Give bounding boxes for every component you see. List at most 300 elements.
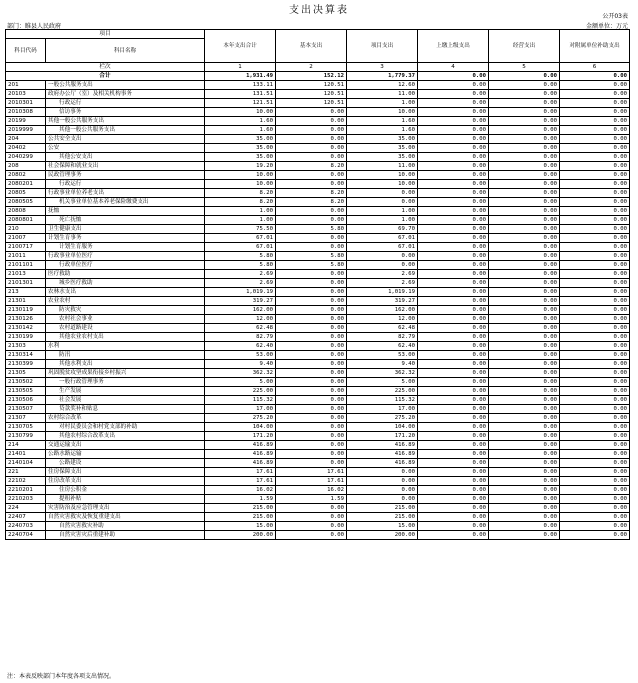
amount-cell: 0.00: [276, 243, 347, 252]
amount-cell: 225.00: [347, 387, 418, 396]
amount-cell: 0.00: [489, 108, 560, 117]
amount-cell: 0.00: [276, 216, 347, 225]
subject-code: 20199: [6, 117, 46, 126]
amount-cell: 5.80: [205, 261, 276, 270]
amount-cell: 0.00: [489, 90, 560, 99]
total-value: 0.00: [560, 72, 630, 81]
amount-cell: 416.89: [347, 441, 418, 450]
amount-cell: 0.00: [418, 90, 489, 99]
amount-cell: 0.00: [418, 306, 489, 315]
table-row: [6, 351, 630, 360]
table-row: [6, 135, 630, 144]
amount-cell: 0.00: [418, 270, 489, 279]
amount-cell: 0.00: [489, 513, 560, 522]
amount-cell: 0.00: [276, 459, 347, 468]
amount-cell: 0.00: [418, 126, 489, 135]
amount-cell: 0.00: [418, 162, 489, 171]
subject-name: 公共安全支出: [46, 135, 205, 144]
amount-cell: 215.00: [347, 504, 418, 513]
header-basic: 基本支出: [276, 30, 347, 63]
amount-cell: 0.00: [489, 252, 560, 261]
amount-cell: 0.00: [560, 162, 630, 171]
table-row: [6, 162, 630, 171]
amount-cell: 0.00: [276, 504, 347, 513]
table-row: [6, 495, 630, 504]
amount-cell: 0.00: [347, 468, 418, 477]
subject-code: 2130142: [6, 324, 46, 333]
amount-cell: 0.00: [560, 495, 630, 504]
subject-code: 201: [6, 81, 46, 90]
amount-cell: 35.00: [205, 144, 276, 153]
table-row: [6, 252, 630, 261]
amount-cell: 0.00: [276, 153, 347, 162]
amount-cell: 0.00: [418, 387, 489, 396]
amount-cell: 82.79: [347, 333, 418, 342]
amount-cell: 120.51: [276, 90, 347, 99]
table-row: [6, 126, 630, 135]
amount-cell: 0.00: [418, 153, 489, 162]
amount-cell: 275.20: [205, 414, 276, 423]
subject-name: 其他一般公共服务支出: [46, 117, 205, 126]
table-row: [6, 189, 630, 198]
amount-cell: 0.00: [560, 225, 630, 234]
amount-cell: 17.61: [276, 468, 347, 477]
amount-cell: 19.20: [205, 162, 276, 171]
amount-cell: 0.00: [276, 297, 347, 306]
amount-cell: 0.00: [276, 387, 347, 396]
amount-cell: 416.89: [205, 450, 276, 459]
amount-cell: 67.01: [205, 243, 276, 252]
amount-cell: 0.00: [489, 180, 560, 189]
subject-name: 其他农村综合改革支出: [46, 432, 205, 441]
subject-code: 2130507: [6, 405, 46, 414]
amount-cell: 17.61: [205, 477, 276, 486]
amount-cell: 171.20: [347, 432, 418, 441]
amount-cell: 0.00: [560, 270, 630, 279]
amount-cell: 0.00: [489, 171, 560, 180]
amount-cell: 0.00: [560, 108, 630, 117]
table-row: [6, 315, 630, 324]
subject-name: 生产发展: [46, 387, 205, 396]
amount-cell: 0.00: [560, 99, 630, 108]
table-row: [6, 513, 630, 522]
amount-cell: 162.00: [347, 306, 418, 315]
amount-cell: 0.00: [276, 531, 347, 540]
amount-cell: 0.00: [489, 198, 560, 207]
amount-cell: 5.00: [347, 378, 418, 387]
amount-cell: 0.00: [560, 207, 630, 216]
amount-cell: 0.00: [276, 315, 347, 324]
amount-cell: 0.00: [489, 117, 560, 126]
amount-cell: 1,019.19: [205, 288, 276, 297]
amount-cell: 1.00: [347, 99, 418, 108]
table-row: [6, 207, 630, 216]
subject-name: 其他公安支出: [46, 153, 205, 162]
header-project: 项目: [6, 30, 205, 39]
subject-name: 水利: [46, 342, 205, 351]
subject-code: 210: [6, 225, 46, 234]
subject-code: 21305: [6, 369, 46, 378]
total-value: 0.00: [489, 72, 560, 81]
report-title: 支出决算表: [289, 5, 349, 16]
subject-name: 信访事务: [46, 108, 205, 117]
amount-cell: 416.89: [205, 459, 276, 468]
amount-cell: 9.40: [347, 360, 418, 369]
table-row: [6, 261, 630, 270]
subject-name: 死亡抚恤: [46, 216, 205, 225]
amount-cell: 0.00: [560, 252, 630, 261]
amount-cell: 0.00: [560, 504, 630, 513]
amount-cell: 0.00: [489, 441, 560, 450]
amount-cell: 12.00: [205, 315, 276, 324]
amount-cell: 1.00: [205, 216, 276, 225]
subject-code: 20802: [6, 171, 46, 180]
amount-cell: 1.59: [276, 495, 347, 504]
amount-cell: 0.00: [276, 234, 347, 243]
amount-cell: 1.60: [205, 117, 276, 126]
subject-name: 卫生健康支出: [46, 225, 205, 234]
subject-name: 其他一般公共服务支出: [46, 126, 205, 135]
subject-code: 2240704: [6, 531, 46, 540]
column-number: 6: [560, 63, 630, 72]
subject-name: 其他农业农村支出: [46, 333, 205, 342]
amount-cell: 0.00: [560, 531, 630, 540]
subject-name: 住房公积金: [46, 486, 205, 495]
amount-cell: 0.00: [489, 351, 560, 360]
table-row: [6, 468, 630, 477]
amount-cell: 0.00: [347, 252, 418, 261]
amount-cell: 0.00: [418, 486, 489, 495]
amount-cell: 9.40: [205, 360, 276, 369]
subject-name: 行政事业单位养老支出: [46, 189, 205, 198]
subject-code: 213: [6, 288, 46, 297]
amount-cell: 0.00: [276, 207, 347, 216]
amount-cell: 0.00: [560, 126, 630, 135]
amount-cell: 115.32: [205, 396, 276, 405]
subject-name: 防灾救灾: [46, 306, 205, 315]
amount-cell: 0.00: [489, 306, 560, 315]
amount-cell: 16.02: [205, 486, 276, 495]
amount-cell: 215.00: [205, 504, 276, 513]
amount-cell: 0.00: [560, 135, 630, 144]
total-value: 152.12: [276, 72, 347, 81]
amount-cell: 0.00: [418, 207, 489, 216]
subject-name: 公安: [46, 144, 205, 153]
amount-cell: 1.00: [205, 207, 276, 216]
amount-cell: 0.00: [418, 432, 489, 441]
amount-cell: 0.00: [489, 189, 560, 198]
amount-cell: 0.00: [560, 423, 630, 432]
amount-cell: 0.00: [560, 90, 630, 99]
subject-code: 2010301: [6, 99, 46, 108]
column-number: 4: [418, 63, 489, 72]
amount-cell: 67.01: [205, 234, 276, 243]
amount-cell: 0.00: [560, 81, 630, 90]
table-row: [6, 144, 630, 153]
subject-name: 农林水支出: [46, 288, 205, 297]
table-row: [6, 432, 630, 441]
amount-cell: 0.00: [560, 180, 630, 189]
amount-cell: 0.00: [489, 531, 560, 540]
amount-cell: 0.00: [489, 495, 560, 504]
table-body: [6, 81, 630, 540]
amount-cell: 16.02: [276, 486, 347, 495]
amount-cell: 0.00: [276, 522, 347, 531]
amount-cell: 0.00: [560, 441, 630, 450]
amount-cell: 10.00: [205, 171, 276, 180]
subject-name: 计划生育服务: [46, 243, 205, 252]
subject-name: 公路建设: [46, 459, 205, 468]
amount-cell: 104.00: [205, 423, 276, 432]
subject-code: 2080801: [6, 216, 46, 225]
table-row: [6, 450, 630, 459]
subject-name: 其他水利支出: [46, 360, 205, 369]
amount-cell: 0.00: [489, 396, 560, 405]
amount-cell: 0.00: [560, 315, 630, 324]
amount-cell: 120.51: [276, 99, 347, 108]
amount-cell: 35.00: [347, 144, 418, 153]
subject-name: 社会发展: [46, 396, 205, 405]
amount-cell: 0.00: [418, 504, 489, 513]
amount-cell: 2.69: [347, 279, 418, 288]
subject-code: 2140104: [6, 459, 46, 468]
subject-code: 2101301: [6, 279, 46, 288]
amount-cell: 1.60: [347, 117, 418, 126]
table-row: [6, 387, 630, 396]
amount-cell: 275.20: [347, 414, 418, 423]
amount-cell: 0.00: [347, 477, 418, 486]
amount-cell: 0.00: [276, 117, 347, 126]
amount-cell: 69.70: [347, 225, 418, 234]
amount-cell: 35.00: [205, 153, 276, 162]
amount-cell: 0.00: [560, 216, 630, 225]
subject-code: 21007: [6, 234, 46, 243]
amount-cell: 0.00: [560, 522, 630, 531]
amount-cell: 0.00: [560, 297, 630, 306]
table-row: [6, 297, 630, 306]
table-row: [6, 504, 630, 513]
amount-cell: 0.00: [418, 414, 489, 423]
amount-cell: 82.79: [205, 333, 276, 342]
amount-cell: 0.00: [418, 180, 489, 189]
amount-cell: 0.00: [489, 450, 560, 459]
subject-code: 20402: [6, 144, 46, 153]
subject-name: 交通运输支出: [46, 441, 205, 450]
amount-cell: 0.00: [489, 387, 560, 396]
table-row: [6, 342, 630, 351]
subject-code: 2040299: [6, 153, 46, 162]
amount-cell: 416.89: [205, 441, 276, 450]
amount-cell: 0.00: [347, 198, 418, 207]
amount-cell: 5.80: [205, 252, 276, 261]
amount-cell: 0.00: [489, 333, 560, 342]
amount-cell: 0.00: [560, 234, 630, 243]
table-row: [6, 216, 630, 225]
subject-code: 2210203: [6, 495, 46, 504]
amount-cell: 200.00: [205, 531, 276, 540]
amount-cell: 319.27: [205, 297, 276, 306]
subject-code: 21301: [6, 297, 46, 306]
amount-cell: 0.00: [276, 126, 347, 135]
footnote: 注：本表反映部门本年度各项支出情况。: [7, 673, 116, 680]
header-subsidy: 对附属单位补助支出: [560, 30, 630, 63]
subject-code: 20103: [6, 90, 46, 99]
subject-code: 2010308: [6, 108, 46, 117]
amount-cell: 0.00: [418, 450, 489, 459]
amount-cell: 0.00: [418, 369, 489, 378]
amount-cell: 0.00: [560, 513, 630, 522]
amount-cell: 0.00: [489, 378, 560, 387]
table-row: [6, 279, 630, 288]
amount-cell: 1.59: [205, 495, 276, 504]
subject-name: 农村道路建设: [46, 324, 205, 333]
amount-cell: 0.00: [560, 432, 630, 441]
amount-cell: 0.00: [489, 477, 560, 486]
subject-name: 自然灾害灾后重建补助: [46, 531, 205, 540]
subject-name: 对村民委员会和村党支部的补助: [46, 423, 205, 432]
subject-code: 2130199: [6, 333, 46, 342]
amount-cell: 215.00: [347, 513, 418, 522]
amount-cell: 10.00: [347, 180, 418, 189]
subject-code: 2100717: [6, 243, 46, 252]
subject-code: 2240703: [6, 522, 46, 531]
table-row: [6, 324, 630, 333]
table-row: [6, 414, 630, 423]
amount-cell: 12.00: [347, 315, 418, 324]
amount-cell: 0.00: [418, 441, 489, 450]
amount-cell: 0.00: [276, 513, 347, 522]
amount-cell: 5.00: [205, 378, 276, 387]
subject-name: 城乡医疗救助: [46, 279, 205, 288]
amount-cell: 0.00: [276, 432, 347, 441]
amount-cell: 0.00: [489, 225, 560, 234]
amount-cell: 104.00: [347, 423, 418, 432]
amount-cell: 0.00: [418, 495, 489, 504]
total-label: 合计: [6, 72, 205, 81]
subject-code: 2130119: [6, 306, 46, 315]
column-number: 5: [489, 63, 560, 72]
amount-cell: 362.32: [347, 369, 418, 378]
amount-cell: 0.00: [489, 486, 560, 495]
table-row: [6, 531, 630, 540]
amount-cell: 120.51: [276, 81, 347, 90]
column-label: 栏次: [6, 63, 205, 72]
amount-cell: 0.00: [276, 279, 347, 288]
amount-cell: 0.00: [276, 333, 347, 342]
subject-code: 20808: [6, 207, 46, 216]
amount-cell: 17.00: [347, 405, 418, 414]
amount-cell: 1.60: [205, 126, 276, 135]
amount-cell: 0.00: [347, 261, 418, 270]
table-row: [6, 108, 630, 117]
amount-cell: 17.00: [205, 405, 276, 414]
amount-cell: 0.00: [489, 216, 560, 225]
column-number-row: [6, 63, 630, 72]
amount-cell: 0.00: [418, 351, 489, 360]
subject-name: 提租补贴: [46, 495, 205, 504]
amount-cell: 0.00: [418, 279, 489, 288]
amount-cell: 0.00: [560, 387, 630, 396]
amount-cell: 0.00: [418, 522, 489, 531]
amount-cell: 0.00: [489, 297, 560, 306]
amount-cell: 67.01: [347, 234, 418, 243]
amount-cell: 0.00: [560, 306, 630, 315]
amount-cell: 362.32: [205, 369, 276, 378]
subject-name: 行政单位医疗: [46, 261, 205, 270]
amount-cell: 0.00: [560, 153, 630, 162]
amount-cell: 0.00: [489, 126, 560, 135]
amount-cell: 0.00: [489, 261, 560, 270]
amount-cell: 0.00: [418, 468, 489, 477]
column-number: 3: [347, 63, 418, 72]
amount-cell: 0.00: [489, 234, 560, 243]
subject-name: 公路水路运输: [46, 450, 205, 459]
header-business: 经营支出: [489, 30, 560, 63]
amount-cell: 0.00: [418, 315, 489, 324]
subject-code: 21303: [6, 342, 46, 351]
subject-code: 21401: [6, 450, 46, 459]
amount-cell: 0.00: [276, 270, 347, 279]
table-row: [6, 198, 630, 207]
table-row: [6, 405, 630, 414]
amount-cell: 8.20: [205, 189, 276, 198]
amount-cell: 0.00: [560, 351, 630, 360]
amount-cell: 0.00: [560, 117, 630, 126]
amount-cell: 0.00: [276, 144, 347, 153]
amount-cell: 115.32: [347, 396, 418, 405]
subject-name: 政府办公厅（室）及相关机构事务: [46, 90, 205, 99]
subject-name: 住房保障支出: [46, 468, 205, 477]
amount-cell: 0.00: [418, 225, 489, 234]
amount-cell: 0.00: [560, 324, 630, 333]
amount-cell: 62.48: [205, 324, 276, 333]
amount-cell: 0.00: [418, 144, 489, 153]
amount-cell: 0.00: [276, 108, 347, 117]
subject-code: 22407: [6, 513, 46, 522]
table-row: [6, 333, 630, 342]
amount-cell: 0.00: [276, 288, 347, 297]
amount-cell: 162.00: [205, 306, 276, 315]
amount-cell: 8.20: [276, 189, 347, 198]
subject-code: 2080201: [6, 180, 46, 189]
subject-code: 21011: [6, 252, 46, 261]
amount-cell: 416.89: [347, 450, 418, 459]
amount-cell: 35.00: [205, 135, 276, 144]
table-row: [6, 441, 630, 450]
column-number: 2: [276, 63, 347, 72]
amount-cell: 17.61: [276, 477, 347, 486]
amount-cell: 2.69: [205, 270, 276, 279]
amount-cell: 0.00: [418, 198, 489, 207]
amount-cell: 0.00: [347, 189, 418, 198]
subject-name: 一般公共服务支出: [46, 81, 205, 90]
amount-cell: 0.00: [418, 477, 489, 486]
amount-cell: 0.00: [489, 270, 560, 279]
amount-cell: 0.00: [418, 261, 489, 270]
amount-cell: 0.00: [276, 180, 347, 189]
table-row: [6, 117, 630, 126]
amount-cell: 0.00: [560, 450, 630, 459]
subject-name: 自然灾害救灾及恢复重建支出: [46, 513, 205, 522]
expenditure-table: [5, 29, 630, 540]
amount-cell: 0.00: [418, 513, 489, 522]
subject-name: 农村综合改革: [46, 414, 205, 423]
amount-cell: 53.00: [347, 351, 418, 360]
amount-cell: 0.00: [489, 369, 560, 378]
amount-cell: 0.00: [276, 396, 347, 405]
amount-cell: 0.00: [560, 459, 630, 468]
amount-cell: 35.00: [347, 135, 418, 144]
